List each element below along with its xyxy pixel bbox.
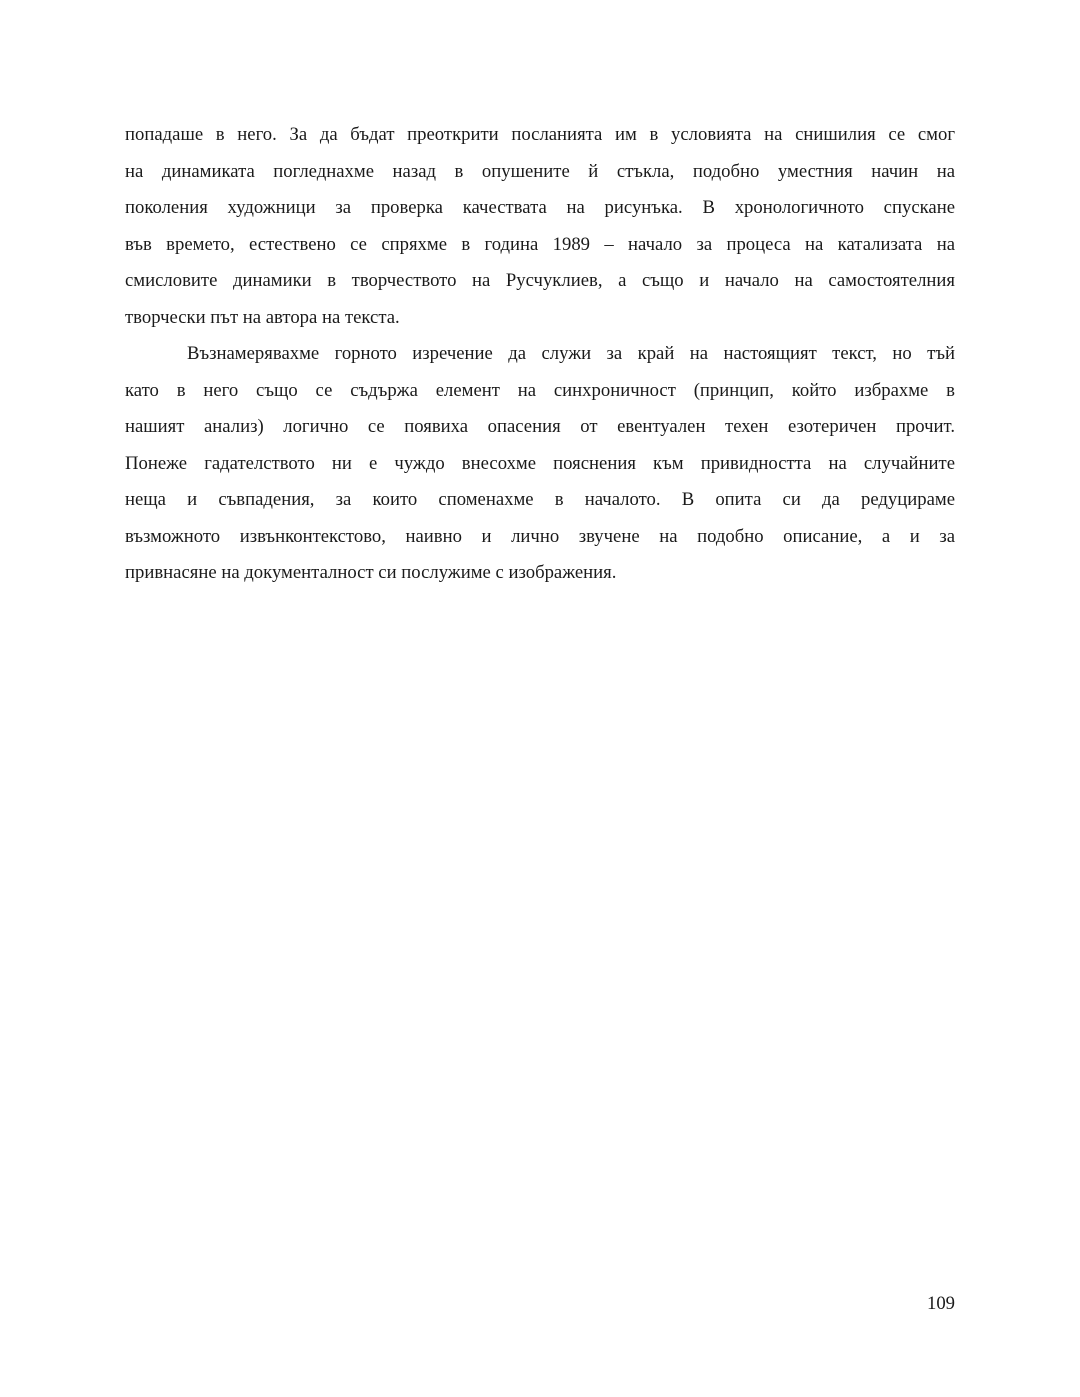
paragraph-2 xyxy=(125,336,955,592)
text-line: привнасяне на документалност си послужиме с изображения. xyxy=(125,562,617,583)
text-line: възможното извънконтекстово, наивно и лично звучене на подобно описание, а и за xyxy=(125,525,955,547)
text-line: нашият анализ) логично се появиха опасения от евентуален техен езотеричен прочит. xyxy=(125,416,955,437)
text-line: смисловите динамики в творчеството на Русчуклиев, а също и начало на самостоятелния xyxy=(125,270,955,291)
text-line: Понеже гадателството ни е чуждо внесохме пояснения към привидността на случайните xyxy=(125,452,955,474)
text-line: Възнамерявахме горното изречение да служи за край на настоящият текст, но тъй xyxy=(187,343,955,364)
page-number: 109 xyxy=(926,1293,955,1314)
paragraph-1 xyxy=(125,117,955,336)
text-line: попадаше в него. За да бъдат преоткрити посланията им в условията на снишилия се смог xyxy=(125,124,955,145)
body-text xyxy=(125,117,955,592)
text-line: неща и съвпадения, за които споменахме в началото. В опита си да редуцираме xyxy=(125,489,955,510)
text-line: поколения художници за проверка качествата на рисунъка. В хронологичното спускане xyxy=(125,197,955,218)
text-line: във времето, естествено се спряхме в година 1989 – начало за процеса на катализата на xyxy=(125,233,955,255)
text-line: творчески път на автора на текста. xyxy=(125,306,400,328)
text-line: на динамиката погледнахме назад в опушените й стъкла, подобно уместния начин на xyxy=(125,160,955,182)
text-line: като в него също се съдържа елемент на синхроничност (принцип, който избрахме в xyxy=(125,379,955,401)
